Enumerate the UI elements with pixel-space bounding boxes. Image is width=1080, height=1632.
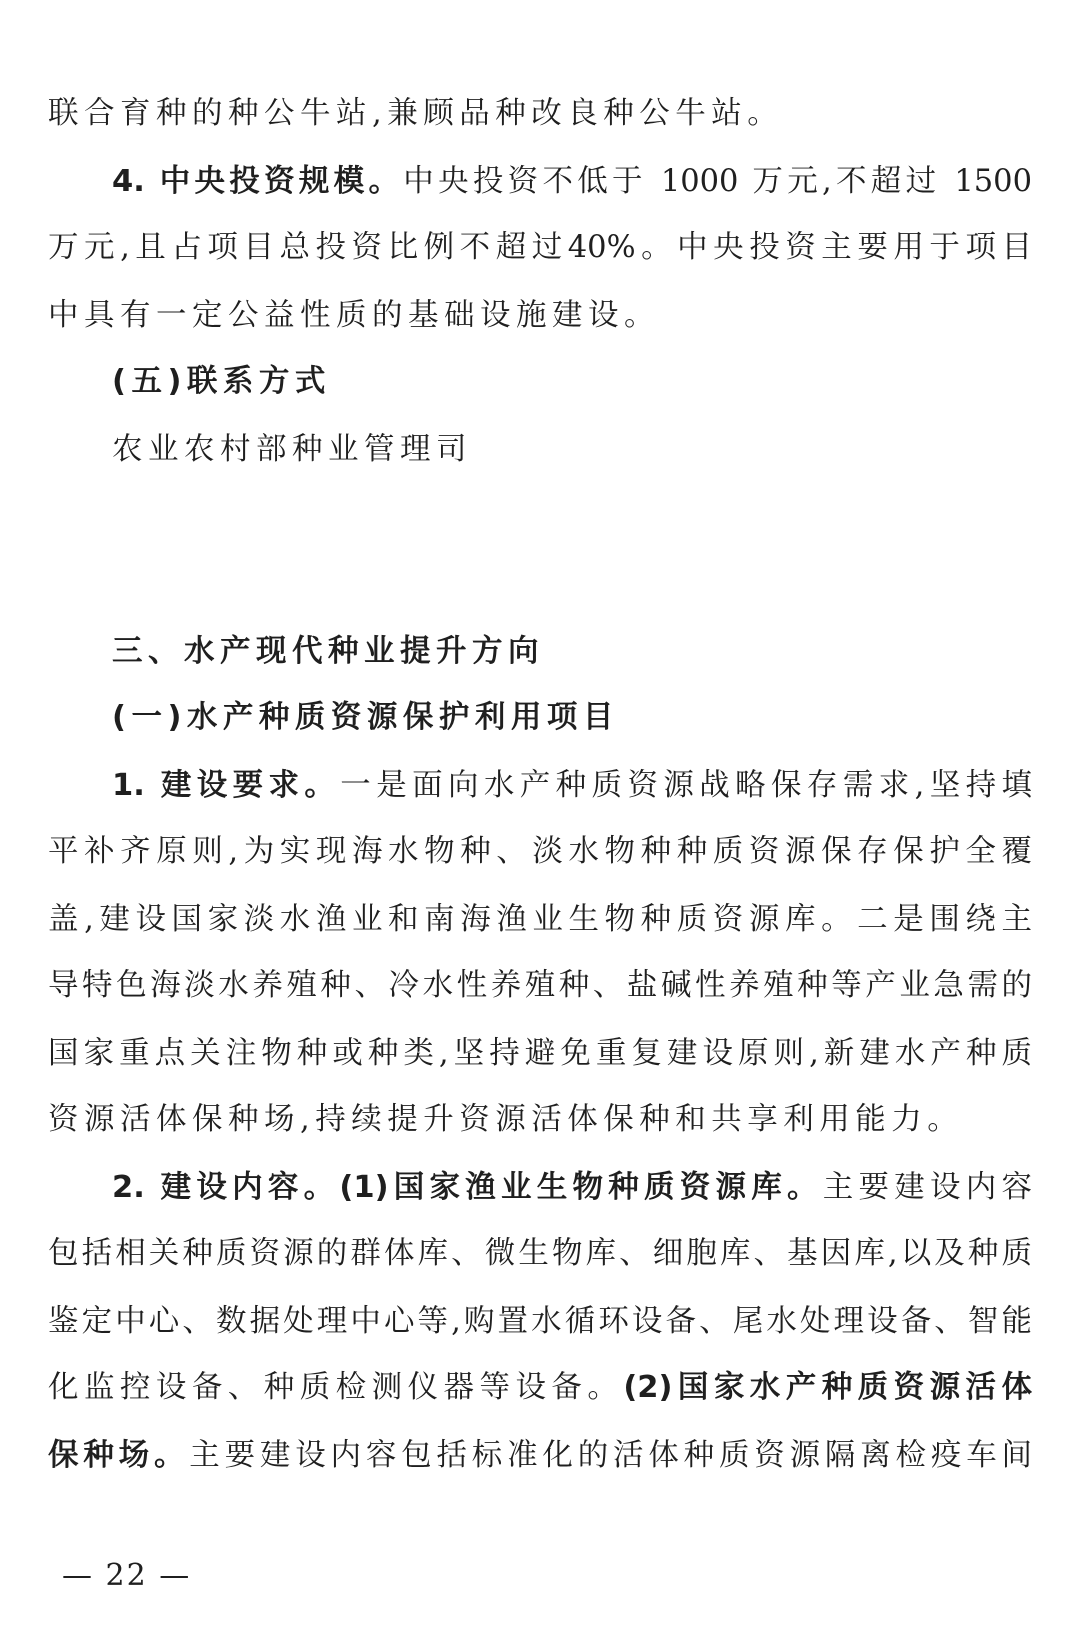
item-heading: 2. 建设内容。 xyxy=(112,1170,340,1205)
paragraph-line xyxy=(48,894,1032,946)
paragraph-line xyxy=(48,960,1032,1012)
text-run: 联合育种的种公牛站,兼顾品种改良种公牛站。 xyxy=(48,96,784,131)
text-run: 主要建设内容包括标准化的活体种质资源隔离检疫车间 xyxy=(189,1438,1033,1473)
emphasis-text: (1)国家渔业生物种质资源库。 xyxy=(339,1170,823,1205)
heading-text: (五)联系方式 xyxy=(112,364,331,399)
chapter-heading-three xyxy=(112,626,1032,678)
item-heading: 1. 建设要求。 xyxy=(112,768,341,803)
paragraph-line xyxy=(112,760,1032,812)
text-run: 包括相关种质资源的群体库、微生物库、细胞库、基因库,以及种质 xyxy=(48,1236,1032,1271)
heading-text: 三、水产现代种业提升方向 xyxy=(112,634,544,669)
text-run: 一是面向水产种质资源战略保存需求,坚持填 xyxy=(340,768,1032,803)
paragraph-line xyxy=(48,290,1032,342)
paragraph-line xyxy=(112,1162,1032,1214)
text-run: 农业农村部种业管理司 xyxy=(112,432,472,467)
paragraph-line xyxy=(48,826,1032,878)
text-run: 化监控设备、种质检测仪器等设备。 xyxy=(48,1370,624,1405)
heading-text: (一)水产种质资源保护利用项目 xyxy=(112,700,619,735)
section-heading-five xyxy=(112,356,1032,408)
paragraph-line xyxy=(112,156,1032,208)
text-run: 资源活体保种场,持续提升资源活体保种和共享利用能力。 xyxy=(48,1102,964,1137)
paragraph-line xyxy=(112,424,1032,476)
text-run: 平补齐原则,为实现海水物种、淡水物种种质资源保存保护全覆 xyxy=(48,834,1032,869)
text-run: 鉴定中心、数据处理中心等,购置水循环设备、尾水处理设备、智能 xyxy=(48,1304,1032,1339)
paragraph-line xyxy=(48,1094,1032,1146)
text-run: 国家重点关注物种或种类,坚持避免重复建设原则,新建水产种质 xyxy=(48,1036,1032,1071)
paragraph-line xyxy=(48,88,1032,140)
paragraph-line xyxy=(48,1228,1032,1280)
page-number: — 22 — xyxy=(62,1558,192,1593)
paragraph-line xyxy=(48,1362,1032,1414)
section-heading-one xyxy=(112,692,1032,744)
text-run: 中具有一定公益性质的基础设施建设。 xyxy=(48,298,660,333)
paragraph-line xyxy=(48,1430,1032,1482)
emphasis-text: 保种场。 xyxy=(48,1438,190,1473)
text-run: 主要建设内容 xyxy=(822,1170,1032,1205)
text-run: 万元,且占项目总投资比例不超过40%。中央投资主要用于项目 xyxy=(48,230,1032,265)
paragraph-line xyxy=(48,1296,1032,1348)
item-heading: 4. 中央投资规模。 xyxy=(112,164,404,199)
text-run: 导特色海淡水养殖种、冷水性养殖种、盐碱性养殖种等产业急需的 xyxy=(48,968,1032,1003)
paragraph-line xyxy=(48,1028,1032,1080)
text-run: 中央投资不低于 1000 万元,不超过 1500 xyxy=(403,164,1032,199)
paragraph-line xyxy=(48,222,1032,274)
emphasis-text: (2)国家水产种质资源活体 xyxy=(623,1370,1033,1405)
text-run: 盖,建设国家淡水渔业和南海渔业生物种质资源库。二是围绕主 xyxy=(48,902,1032,937)
